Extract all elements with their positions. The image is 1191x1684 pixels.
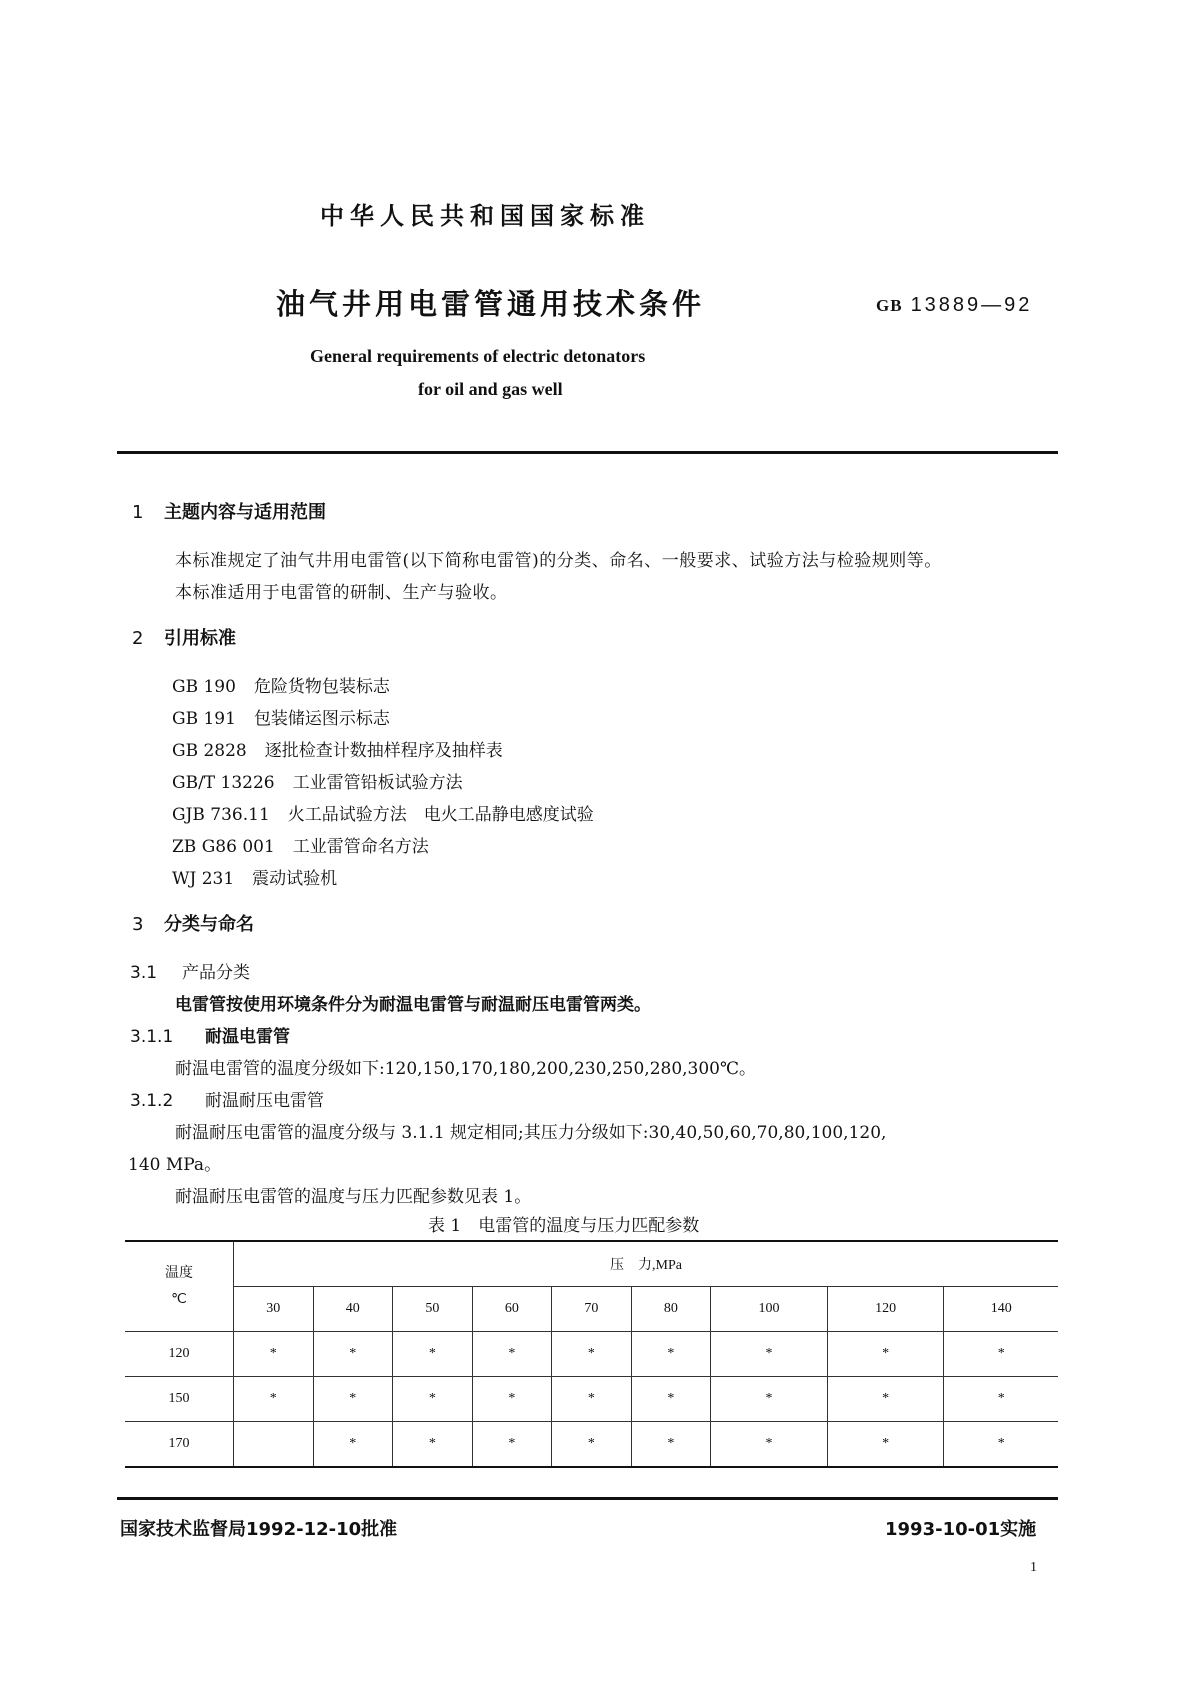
table-cell: * bbox=[552, 1422, 632, 1468]
table-cell: * bbox=[631, 1332, 711, 1377]
reference-item: GB/T 13226 工业雷管铅板试验方法 bbox=[172, 773, 463, 793]
temperature-header: 温度 ℃ bbox=[125, 1241, 234, 1332]
temperature-cell: 150 bbox=[125, 1377, 234, 1422]
reference-item: GB 191 包装储运图示标志 bbox=[172, 709, 390, 729]
table-cell: * bbox=[631, 1377, 711, 1422]
pressure-column-header: 60 bbox=[472, 1287, 552, 1332]
table-cell bbox=[234, 1422, 314, 1468]
table-cell: * bbox=[944, 1422, 1058, 1468]
table-cell: * bbox=[552, 1377, 632, 1422]
pressure-column-header: 70 bbox=[552, 1287, 632, 1332]
reference-item: ZB G86 001 工业雷管命名方法 bbox=[172, 837, 429, 857]
table-cell: * bbox=[472, 1422, 552, 1468]
pressure-header: 压 力,MPa bbox=[234, 1241, 1059, 1287]
table-cell: * bbox=[711, 1332, 828, 1377]
approval-note: 国家技术监督局1992-12-10批准 bbox=[120, 1519, 398, 1540]
section-3-1-1-heading: 3.1.1 耐温电雷管 bbox=[130, 1027, 290, 1047]
table-cell: * bbox=[313, 1377, 393, 1422]
table-row bbox=[125, 1377, 1058, 1422]
section-3-1-2-paragraph-1: 耐温耐压电雷管的温度分级与 3.1.1 规定相同;其压力分级如下:30,40,50,60,70,80,100,120, bbox=[175, 1123, 887, 1143]
temperature-cell: 170 bbox=[125, 1422, 234, 1468]
reference-item: GB 2828 逐批检查计数抽样程序及抽样表 bbox=[172, 741, 503, 761]
table-row bbox=[125, 1332, 1058, 1377]
reference-item: WJ 231 震动试验机 bbox=[172, 869, 338, 889]
pressure-column-header: 100 bbox=[711, 1287, 828, 1332]
section-1-paragraph-2: 本标准适用于电雷管的研制、生产与验收。 bbox=[175, 583, 508, 603]
pressure-column-header: 80 bbox=[631, 1287, 711, 1332]
reference-item: GB 190 危险货物包装标志 bbox=[172, 677, 390, 697]
pressure-column-header: 140 bbox=[944, 1287, 1058, 1332]
footer-divider bbox=[117, 1497, 1058, 1500]
table-cell: * bbox=[827, 1377, 944, 1422]
section-3-heading: 3 分类与命名 bbox=[132, 914, 254, 935]
table-cell: * bbox=[313, 1332, 393, 1377]
section-2-heading: 2 引用标准 bbox=[132, 628, 236, 649]
standard-number bbox=[876, 292, 1032, 317]
table-row bbox=[125, 1422, 1058, 1468]
english-title-line-2: for oil and gas well bbox=[418, 379, 563, 399]
table-caption: 表 1 电雷管的温度与压力匹配参数 bbox=[428, 1216, 700, 1236]
document-title: 油气井用电雷管通用技术条件 bbox=[276, 287, 706, 321]
table-cell: * bbox=[234, 1332, 314, 1377]
table-cell: * bbox=[944, 1377, 1058, 1422]
national-standard-heading: 中华人民共和国国家标准 bbox=[320, 202, 650, 230]
page-number: 1 bbox=[1030, 1560, 1037, 1575]
section-3-1-2-paragraph-2: 耐温耐压电雷管的温度与压力匹配参数见表 1。 bbox=[175, 1187, 532, 1207]
pressure-column-header: 50 bbox=[393, 1287, 473, 1332]
standard-prefix: GB bbox=[876, 296, 903, 315]
table-cell: * bbox=[827, 1422, 944, 1468]
temperature-cell: 120 bbox=[125, 1332, 234, 1377]
reference-item: GJB 736.11 火工品试验方法 电火工品静电感度试验 bbox=[172, 805, 594, 825]
table-cell: * bbox=[234, 1377, 314, 1422]
pressure-column-header: 40 bbox=[313, 1287, 393, 1332]
section-1-heading: 1 主题内容与适用范围 bbox=[132, 502, 326, 523]
table-cell: * bbox=[711, 1377, 828, 1422]
section-3-1-1-paragraph: 耐温电雷管的温度分级如下:120,150,170,180,200,230,250,280,300℃。 bbox=[175, 1059, 757, 1079]
pressure-column-header: 30 bbox=[234, 1287, 314, 1332]
table-cell: * bbox=[472, 1332, 552, 1377]
section-3-1-heading: 3.1 产品分类 bbox=[130, 963, 250, 983]
table-cell: * bbox=[393, 1422, 473, 1468]
section-3-1-paragraph: 电雷管按使用环境条件分为耐温电雷管与耐温耐压电雷管两类。 bbox=[175, 995, 651, 1015]
temperature-pressure-table bbox=[125, 1240, 1058, 1468]
pressure-column-header: 120 bbox=[827, 1287, 944, 1332]
table-cell: * bbox=[393, 1332, 473, 1377]
table-cell: * bbox=[313, 1422, 393, 1468]
table-cell: * bbox=[711, 1422, 828, 1468]
table-cell: * bbox=[472, 1377, 552, 1422]
section-3-1-2-heading: 3.1.2 耐温耐压电雷管 bbox=[130, 1091, 324, 1111]
table-cell: * bbox=[827, 1332, 944, 1377]
section-3-1-2-paragraph-1-continued: 140 MPa。 bbox=[128, 1155, 222, 1175]
standard-code: 13889—92 bbox=[910, 294, 1033, 316]
section-1-paragraph-1: 本标准规定了油气井用电雷管(以下简称电雷管)的分类、命名、一般要求、试验方法与检验规则等。 bbox=[175, 551, 942, 571]
table-cell: * bbox=[393, 1377, 473, 1422]
table-cell: * bbox=[552, 1332, 632, 1377]
table-cell: * bbox=[631, 1422, 711, 1468]
effective-date: 1993-10-01实施 bbox=[885, 1519, 1037, 1540]
header-divider bbox=[117, 451, 1058, 454]
english-title-line-1: General requirements of electric detonators bbox=[310, 346, 646, 366]
table-cell: * bbox=[944, 1332, 1058, 1377]
